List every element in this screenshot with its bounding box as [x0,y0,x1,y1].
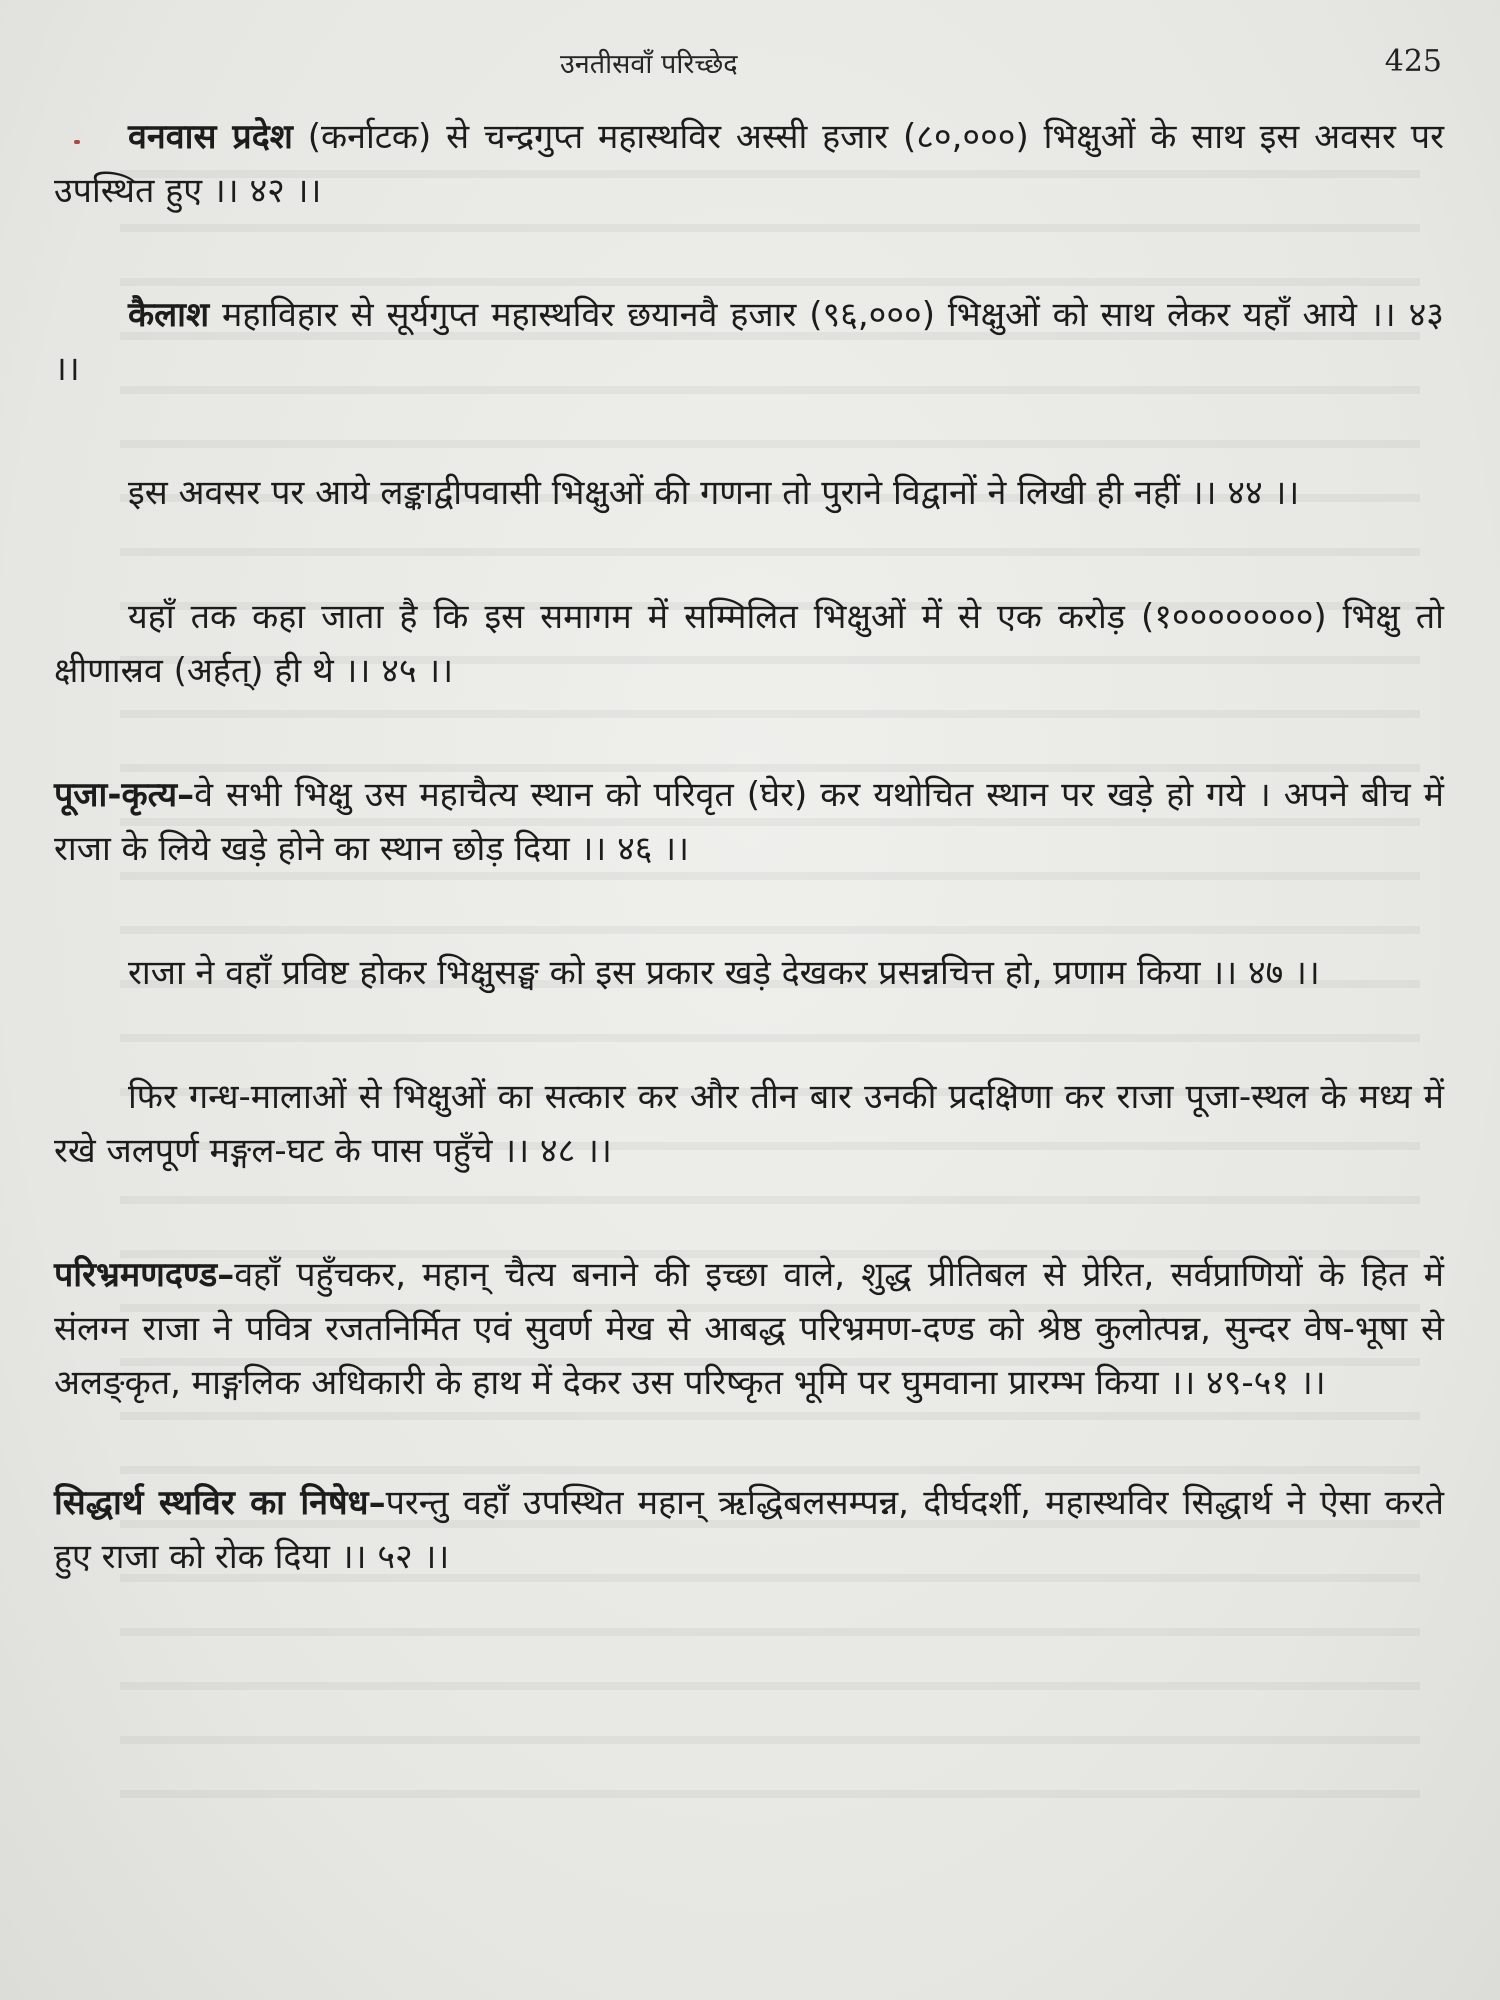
verse-44 [54,466,1444,520]
paragraph-text: (कर्नाटक) से चन्द्रगुप्त महास्थविर अस्सी हजार (८०,०००) भिक्षुओं के साथ इस अवसर पर उपस्थित हुए ।। ४२ ।। [54,117,1444,211]
paragraph-text: इस अवसर पर आये लङ्काद्वीपवासी भिक्षुओं की गणना तो पुराने विद्वानों ने लिखी ही नहीं ।। ४४ ।। [128,473,1300,513]
paragraph-heading: परिभ्रमणदण्ड– [54,1255,235,1295]
verse-46 [54,768,1444,876]
verse-47 [54,946,1444,1000]
verse-49-51 [54,1248,1444,1410]
body-text [54,110,1444,1654]
paragraph-text: वे सभी भिक्षु उस महाचैत्य स्थान को परिवृत (घेर) कर यथोचित स्थान पर खड़े हो गये । अपने बीच में राजा के लिये खड़े होने का स्थान छोड़ दिया ।। ४६ ।। [54,775,1444,869]
paragraph-text: परन्तु वहाँ उपस्थित महान् ऋद्धिबलसम्पन्न, दीर्घदर्शी, महास्थविर सिद्धार्थ ने ऐसा करते हुए राजा को रोक दिया ।। ५२ ।। [54,1483,1444,1577]
paragraph-heading: कैलाश [128,295,210,335]
paragraph-heading: वनवास प्रदेश [128,117,293,157]
verse-42 [54,110,1444,218]
paragraph-text: राजा ने वहाँ प्रविष्ट होकर भिक्षुसङ्घ को इस प्रकार खड़े देखकर प्रसन्नचित्त हो, प्रणाम किया ।। ४७ ।। [128,953,1320,993]
paragraph-text: महाविहार से सूर्यगुप्त महास्थविर छयानवै हजार (९६,०००) भिक्षुओं को साथ लेकर यहाँ आये ।। ४३ ।। [54,295,1444,389]
page-number: 425 [1384,44,1442,79]
verse-48 [54,1070,1444,1178]
paragraph-text: फिर गन्ध-मालाओं से भिक्षुओं का सत्कार कर और तीन बार उनकी प्रदक्षिणा कर राजा पूजा-स्थल के मध्य में रखे जलपूर्ण मङ्गल-घट के पास पहुँचे ।। ४८ ।। [54,1077,1444,1171]
paragraph-heading: पूजा-कृत्य– [54,775,195,815]
verse-45 [54,590,1444,698]
running-head [0,44,1500,84]
chapter-title: उनतीसवाँ परिच्छेद [560,49,738,80]
verse-52 [54,1476,1444,1584]
paragraph-text: यहाँ तक कहा जाता है कि इस समागम में सम्मिलित भिक्षुओं में से एक करोड़ (१००००००००) भिक्षु तो क्षीणास्रव (अर्हत्) ही थे ।। ४५ ।। [54,597,1444,691]
verse-43 [54,288,1444,396]
paragraph-text: वहाँ पहुँचकर, महान् चैत्य बनाने की इच्छा वाले, शुद्ध प्रीतिबल से प्रेरित, सर्वप्राणियों के हित में संलग्न राजा ने पवित्र रजतनिर्मित एवं सुवर्ण मेख से आबद्ध परिभ्रमण-दण्ड को श्रेष्ठ कुलोत्पन्न, सुन्दर वेष-भूषा से अलङ्कृत, माङ्गलिक अधिकारी के हाथ में देकर उस परिष्कृत भूमि पर घुमवाना प्रारम्भ किया ।। ४९-५१ ।। [54,1255,1444,1403]
paragraph-heading: सिद्धार्थ स्थविर का निषेध– [54,1483,386,1523]
